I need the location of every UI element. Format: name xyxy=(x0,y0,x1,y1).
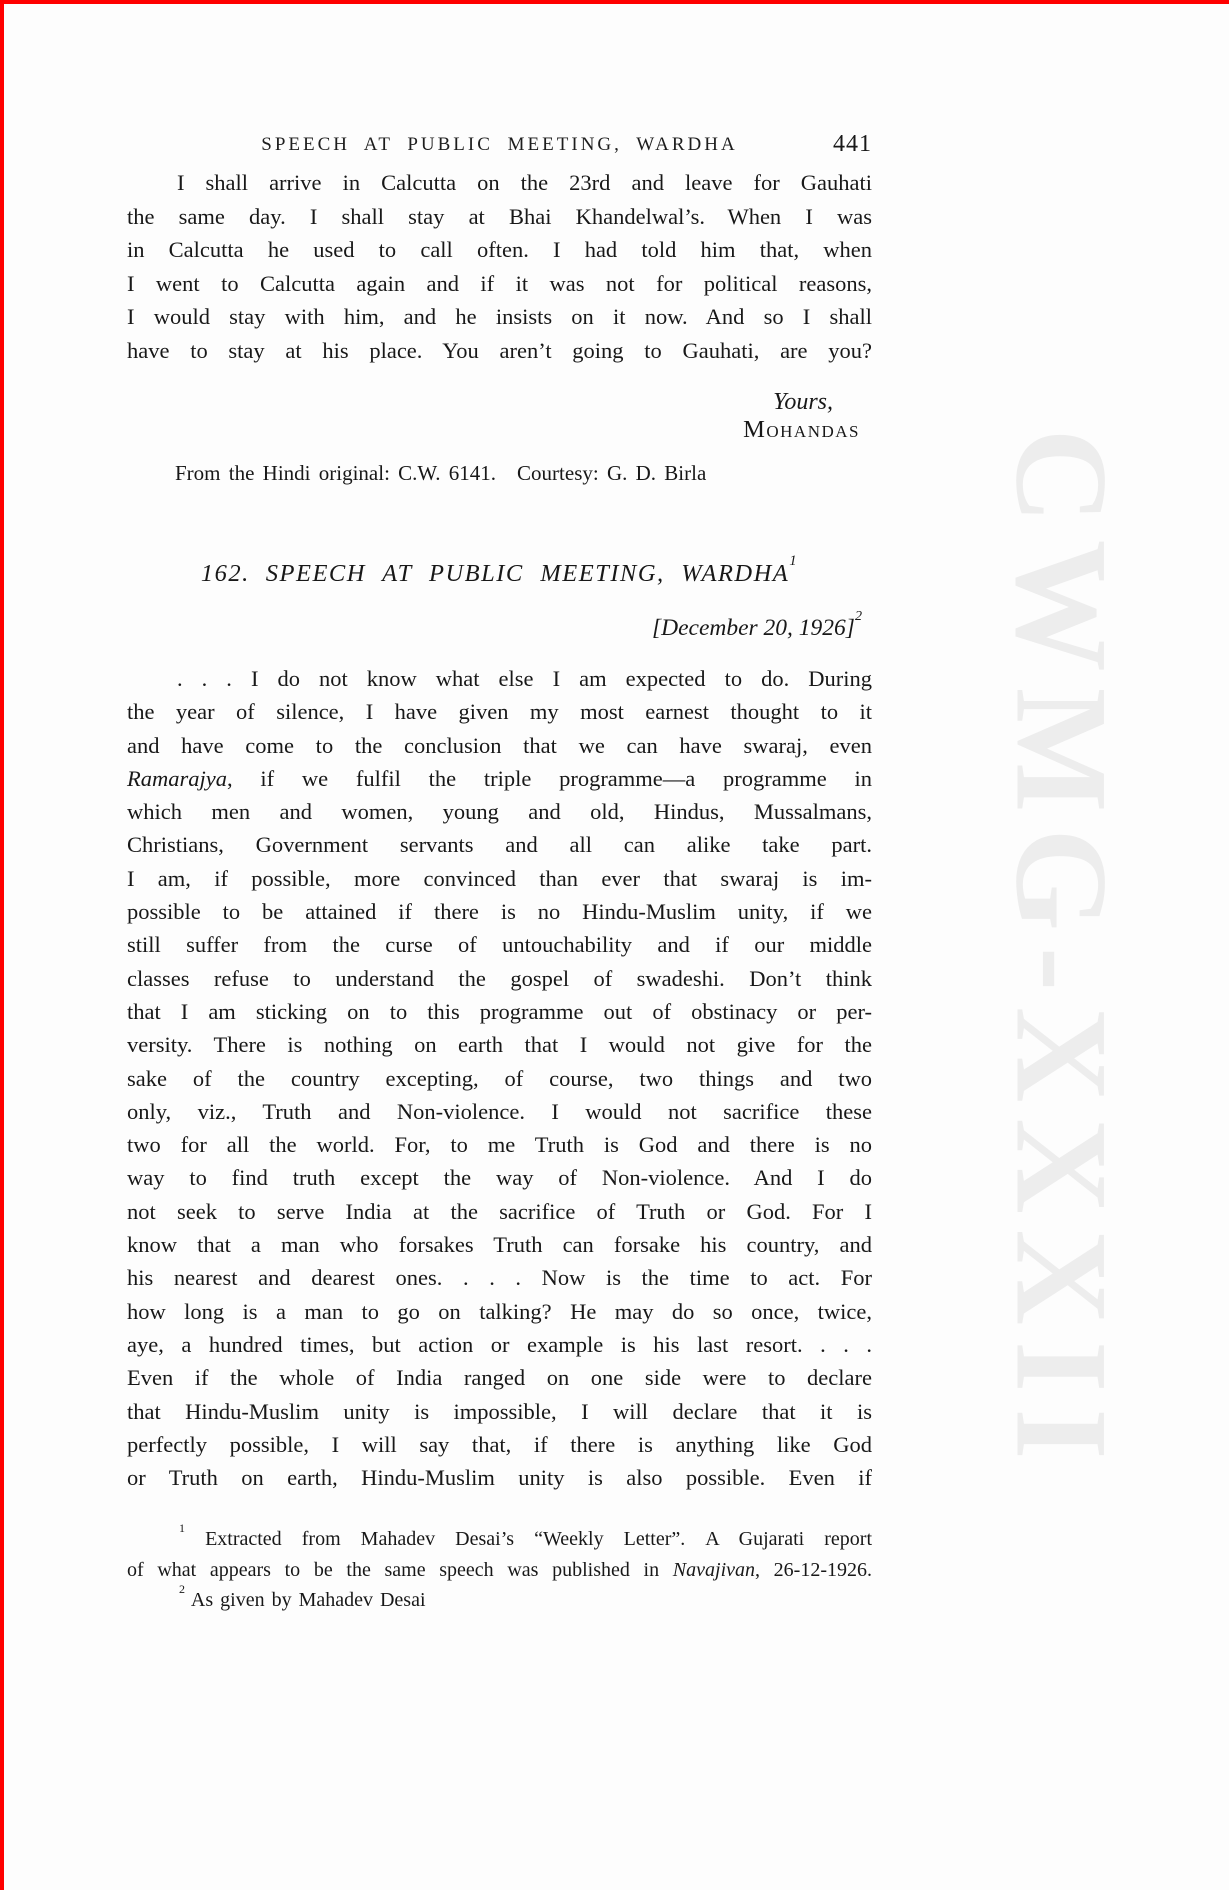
page-number: 441 xyxy=(833,131,872,157)
entry-title: SPEECH AT PUBLIC MEETING, WARDHA xyxy=(265,560,790,587)
text-line: I would stay with him, and he insists on it now. And so I shall xyxy=(127,304,872,329)
text-line: perfectly possible, I will say that, if there is anything like God xyxy=(127,1431,872,1457)
source-line: From the Hindi original: C.W. 6141. Courtesy: G. D. Birla xyxy=(175,461,707,485)
text-line: that I am sticking on to this programme out of obstinacy or per- xyxy=(127,998,872,1024)
text-line: that Hindu-Muslim unity is impossible, I will declare that it is xyxy=(127,1398,872,1424)
running-header xyxy=(127,131,872,162)
entry-number: 162. xyxy=(200,560,250,587)
dateline-footnote-ref: 2 xyxy=(854,607,862,624)
text-line: I shall arrive in Calcutta on the 23rd and leave for Gauhati xyxy=(177,170,872,195)
text-line: or Truth on earth, Hindu-Muslim unity is also possible. Even if xyxy=(127,1465,872,1491)
text-line: of what appears to be the same speech was published in Navajivan, 26-12-1926. xyxy=(127,1558,873,1581)
dateline xyxy=(127,607,872,642)
text-line: the same day. I shall stay at Bhai Khandelwal’s. When I was xyxy=(127,203,872,229)
text-line: Ramarajya, if we fulfil the triple programme—a programme in xyxy=(127,765,872,791)
text-line: aye, a hundred times, but action or example is his last resort. . . . xyxy=(127,1331,872,1357)
running-header-title: SPEECH AT PUBLIC MEETING, WARDHA xyxy=(261,134,738,155)
text-line: Christians, Government servants and all can alike take part. xyxy=(127,832,872,858)
footnote-marker: 2 xyxy=(179,1581,185,1596)
text-line: have to stay at his place. You aren’t going to Gauhati, are you? xyxy=(127,337,872,363)
text-line: $^2$ As given by Mahadev Desai xyxy=(179,1581,426,1611)
page-edge-line-left xyxy=(0,0,4,1890)
text-line: . . . I do not know what else I am expected to do. During xyxy=(177,666,872,691)
text-line: I went to Calcutta again and if it was not for political reasons, xyxy=(127,270,872,296)
text-line: Even if the whole of India ranged on one side were to declare xyxy=(127,1365,872,1391)
footnotes xyxy=(127,1520,873,1616)
text-line: classes refuse to understand the gospel of swadeshi. Don’t think xyxy=(127,965,872,991)
text-line: which men and women, young and old, Hindus, Mussalmans, xyxy=(127,799,872,825)
dateline-text: [December 20, 1926] xyxy=(651,615,855,641)
text-line: only, viz., Truth and Non-violence. I would not sacrifice these xyxy=(127,1098,872,1124)
text-line: sake of the country excepting, of course, two things and two xyxy=(127,1065,872,1091)
footnote-marker: 1 xyxy=(179,1520,185,1535)
text-line: know that a man who forsakes Truth can forsake his country, and xyxy=(127,1232,872,1258)
text-line: still suffer from the curse of untouchability and if our middle xyxy=(127,932,872,958)
entry-heading xyxy=(127,553,872,588)
speech-paragraph xyxy=(127,662,872,1494)
entry-footnote-ref: 1 xyxy=(789,553,799,570)
text-line: possible to be attained if there is no Hindu-Muslim unity, if we xyxy=(127,899,872,925)
text-line: two for all the world. For, to me Truth is God and there is no xyxy=(127,1132,872,1158)
page-edge-line-top xyxy=(0,0,1229,4)
text-line: versity. There is nothing on earth that I would not give for the xyxy=(127,1032,872,1058)
watermark-text: CWMG-XXXII xyxy=(988,428,1136,1476)
text-line: I am, if possible, more convinced than ever that swaraj is im- xyxy=(127,865,872,891)
letter-signoff: Yours, xyxy=(773,389,833,415)
text-line: not seek to serve India at the sacrifice of Truth or God. For I xyxy=(127,1198,872,1224)
text-line: in Calcutta he used to call often. I had told him that, when xyxy=(127,237,872,262)
text-line: way to find truth except the way of Non-violence. And I do xyxy=(127,1165,872,1191)
text-line: and have come to the conclusion that we can have swaraj, even xyxy=(127,732,872,758)
letter-signature: Mohandas xyxy=(743,416,860,443)
text-line: the year of silence, I have given my most earnest thought to it xyxy=(127,699,872,725)
text-line: $^1$ Extracted from Mahadev Desai’s “Weekly Letter”. A Gujarati report xyxy=(179,1520,872,1550)
letter-paragraph xyxy=(127,166,872,367)
text-line: how long is a man to go on talking? He may do so once, twice, xyxy=(127,1298,872,1324)
text-line: his nearest and dearest ones. . . . Now is the time to act. For xyxy=(127,1265,872,1291)
